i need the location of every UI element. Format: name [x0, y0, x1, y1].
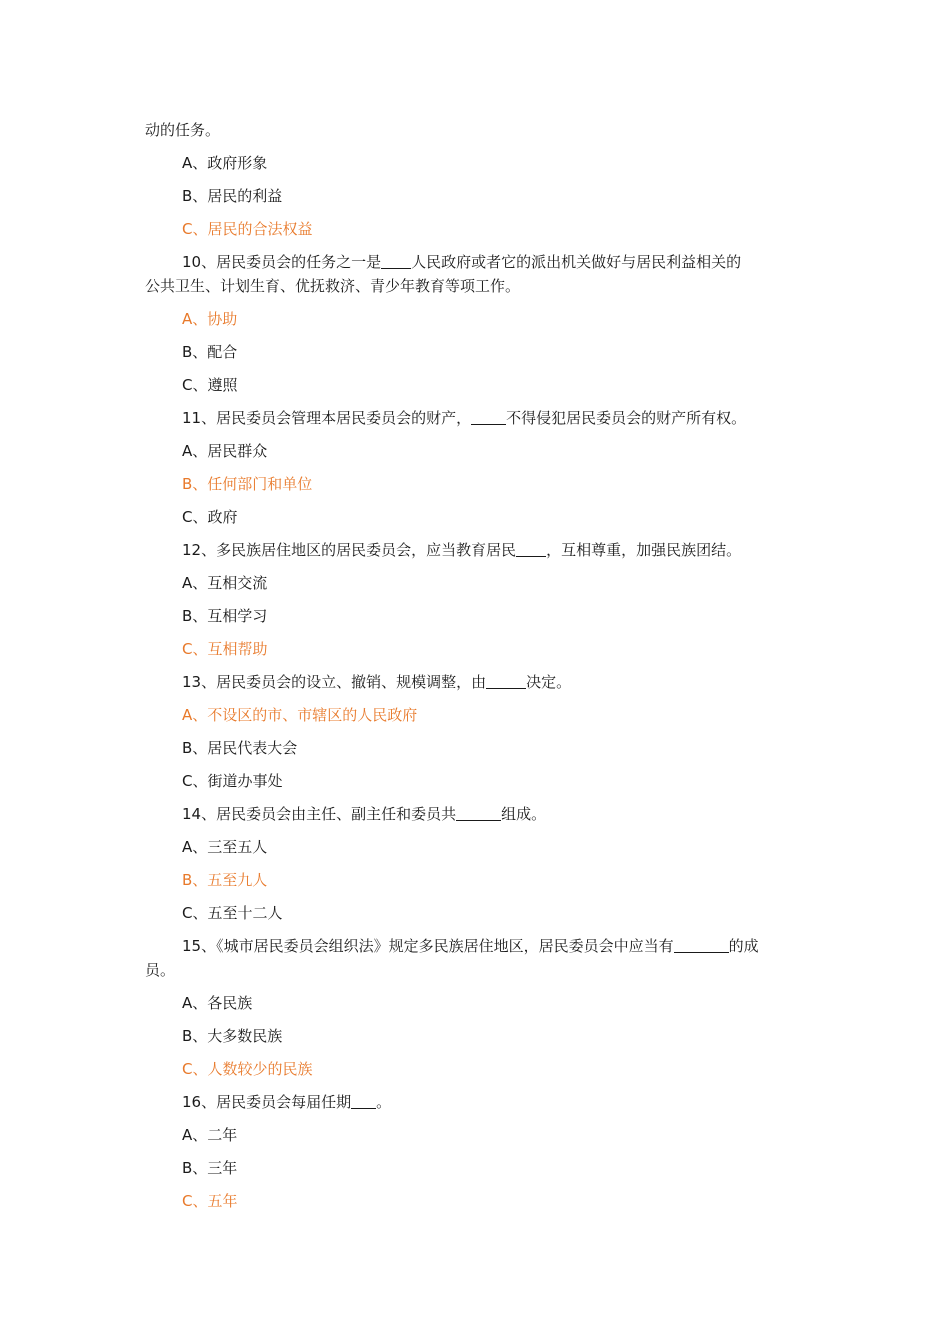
option: A、各民族 — [182, 994, 253, 1012]
questions-list — [145, 250, 810, 1213]
question-block — [145, 538, 810, 562]
question-block — [145, 1090, 810, 1114]
question-stem-before: 13、居民委员会的设立、撤销、规模调整，由 — [182, 673, 487, 691]
option: B、居民的利益 — [182, 187, 283, 205]
answer-blank — [471, 408, 506, 425]
option: B、大多数民族 — [182, 1027, 283, 1045]
option: C、街道办事处 — [182, 772, 283, 790]
question-stem-before: 10、居民委员会的任务之一是 — [182, 253, 382, 271]
question-stem-before: 14、居民委员会由主任、副主任和委员共 — [182, 805, 457, 823]
option: A、政府形象 — [182, 154, 268, 172]
question-stem-after: ，互相尊重，加强民族团结。 — [546, 541, 742, 559]
correct-option: C、居民的合法权益 — [182, 220, 313, 238]
question-text — [145, 406, 810, 430]
option: A、互相交流 — [182, 574, 268, 592]
document-page — [145, 118, 810, 1222]
correct-option: C、五年 — [182, 1192, 238, 1210]
correct-option: A、不设区的市、市辖区的人民政府 — [182, 706, 418, 724]
question-stem-before: 12、多民族居住地区的居民委员会，应当教育居民 — [182, 541, 517, 559]
answer-blank — [516, 540, 546, 557]
answer-blank — [351, 1092, 376, 1109]
question-stem-after: 组成。 — [501, 805, 547, 823]
question-stem-after: 决定。 — [526, 673, 572, 691]
question-text — [145, 802, 810, 826]
question-text — [145, 934, 810, 982]
option: C、政府 — [182, 508, 238, 526]
question-text — [145, 250, 810, 298]
intro-tail-text: 动的任务。 — [145, 121, 221, 139]
answer-blank — [486, 672, 526, 689]
question-text — [145, 1090, 810, 1114]
question-stem-before: 11、居民委员会管理本居民委员会的财产， — [182, 409, 472, 427]
option: B、三年 — [182, 1159, 238, 1177]
answer-blank — [674, 936, 729, 953]
question-stem-after: 的成 — [728, 937, 759, 955]
option: B、配合 — [182, 343, 238, 361]
question-text — [145, 538, 810, 562]
question-stem-after: 。 — [376, 1093, 392, 1111]
option: B、互相学习 — [182, 607, 268, 625]
question-stem-before: 15、《城市居民委员会组织法》规定多民族居住地区，居民委员会中应当有 — [182, 937, 674, 955]
correct-option: C、人数较少的民族 — [182, 1060, 313, 1078]
pre-options-list — [145, 151, 810, 241]
question-block — [145, 406, 810, 430]
question-block — [145, 250, 810, 298]
question-block — [145, 802, 810, 826]
option: C、五至十二人 — [182, 904, 283, 922]
option: A、三至五人 — [182, 838, 268, 856]
correct-option: C、互相帮助 — [182, 640, 268, 658]
correct-option: A、协助 — [182, 310, 238, 328]
correct-option: B、任何部门和单位 — [182, 475, 313, 493]
question-block — [145, 934, 810, 982]
option: C、遵照 — [182, 376, 238, 394]
question-stem-after: 人民政府或者它的派出机关做好与居民利益相关的 — [411, 253, 742, 271]
option: A、二年 — [182, 1126, 238, 1144]
question-stem-after: 不得侵犯居民委员会的财产所有权。 — [506, 409, 747, 427]
question-stem-continuation: 公共卫生、计划生育、优抚救济、青少年教育等项工作。 — [145, 277, 521, 295]
question-text — [145, 670, 810, 694]
option: B、居民代表大会 — [182, 739, 298, 757]
option: A、居民群众 — [182, 442, 268, 460]
correct-option: B、五至九人 — [182, 871, 268, 889]
question-stem-before: 16、居民委员会每届任期 — [182, 1093, 352, 1111]
answer-blank — [381, 252, 411, 269]
answer-blank — [456, 804, 501, 821]
question-block — [145, 670, 810, 694]
question-stem-continuation: 员。 — [145, 961, 176, 979]
